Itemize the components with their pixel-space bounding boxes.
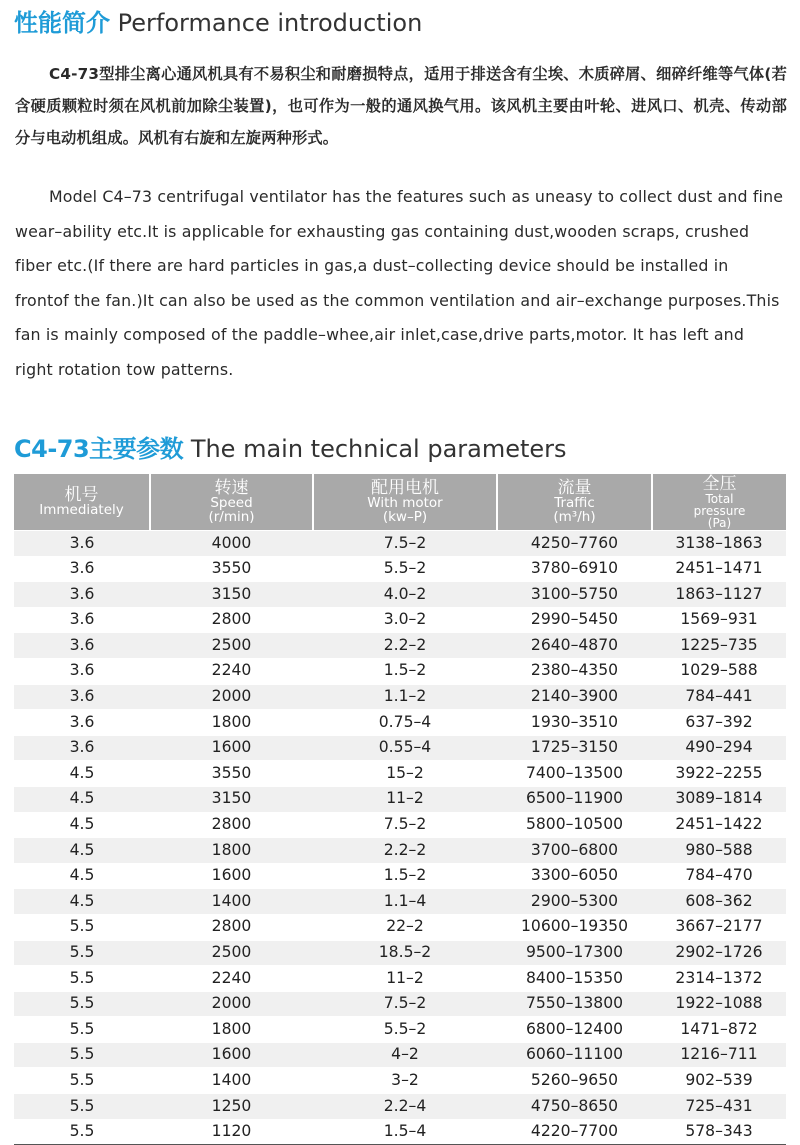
header-speed <box>150 474 313 531</box>
table-header-row <box>14 474 786 531</box>
cell-machine-no: 3.6 <box>14 582 150 608</box>
cell-traffic: 4750–8650 <box>497 1094 652 1120</box>
cell-motor: 5.5–2 <box>313 556 497 582</box>
cell-pressure: 3138–1863 <box>652 531 786 557</box>
cell-speed: 2800 <box>150 812 313 838</box>
cell-speed: 4000 <box>150 531 313 557</box>
cell-machine-no: 5.5 <box>14 1119 150 1145</box>
cell-motor: 7.5–2 <box>313 991 497 1017</box>
cell-traffic: 2380–4350 <box>497 658 652 684</box>
cell-pressure: 1863–1127 <box>652 582 786 608</box>
cell-traffic: 1930–3510 <box>497 710 652 736</box>
table-row <box>14 838 786 864</box>
header-traffic-cn: 流量 <box>557 478 592 498</box>
table-row <box>14 786 786 812</box>
cell-motor: 1.5–2 <box>313 658 497 684</box>
cell-machine-no: 4.5 <box>14 761 150 787</box>
cell-pressure: 3922–2255 <box>652 761 786 787</box>
cell-pressure: 578–343 <box>652 1119 786 1145</box>
cell-motor: 7.5–2 <box>313 812 497 838</box>
table-row <box>14 556 786 582</box>
table-row <box>14 735 786 761</box>
header-motor-en: With motor <box>367 495 443 511</box>
cell-traffic: 2140–3900 <box>497 684 652 710</box>
intro-title-cn: 性能简介 <box>14 9 110 37</box>
cell-speed: 2240 <box>150 966 313 992</box>
intro-title-en: Performance introduction <box>117 9 423 37</box>
cell-machine-no: 3.6 <box>14 710 150 736</box>
cell-pressure: 2451–1422 <box>652 812 786 838</box>
cell-motor: 1.1–4 <box>313 889 497 915</box>
cell-traffic: 2990–5450 <box>497 607 652 633</box>
cell-motor: 3–2 <box>313 1068 497 1094</box>
table-body <box>14 531 786 1145</box>
header-speed-en: Speed <box>210 495 253 511</box>
intro-paragraph-en: Model C4–73 centrifugal ventilator has the features such as uneasy to collect dust and fine wear–ability etc.It is applicable for exhausting gas containing dust,wooden scraps, crushed fiber etc.(If there are hard particles in gas,a dust–collecting device should be installed in frontof the fan.)It can also be used as the common ventilation and air–exchange purposes.This fan is mainly composed of the paddle–whee,air inlet,case,drive parts,motor. It has left and right rotation tow patterns. <box>15 187 784 379</box>
cell-speed: 1120 <box>150 1119 313 1145</box>
cell-pressure: 1569–931 <box>652 607 786 633</box>
table-row <box>14 633 786 659</box>
cell-traffic: 5800–10500 <box>497 812 652 838</box>
cell-traffic: 3100–5750 <box>497 582 652 608</box>
cell-machine-no: 3.6 <box>14 735 150 761</box>
cell-motor: 0.75–4 <box>313 710 497 736</box>
cell-speed: 2800 <box>150 914 313 940</box>
header-machine-no <box>14 474 150 531</box>
cell-traffic: 6060–11100 <box>497 1042 652 1068</box>
cell-motor: 22–2 <box>313 914 497 940</box>
cell-speed: 1800 <box>150 838 313 864</box>
table-row <box>14 761 786 787</box>
cell-traffic: 6500–11900 <box>497 786 652 812</box>
cell-motor: 3.0–2 <box>313 607 497 633</box>
cell-pressure: 1471–872 <box>652 1017 786 1043</box>
cell-pressure: 2902–1726 <box>652 940 786 966</box>
cell-motor: 5.5–2 <box>313 1017 497 1043</box>
cell-speed: 1600 <box>150 735 313 761</box>
table-row <box>14 607 786 633</box>
cell-speed: 3150 <box>150 582 313 608</box>
header-motor <box>313 474 497 531</box>
cell-motor: 15–2 <box>313 761 497 787</box>
cell-traffic: 3700–6800 <box>497 838 652 864</box>
cell-speed: 1800 <box>150 1017 313 1043</box>
cell-speed: 2000 <box>150 684 313 710</box>
cell-motor: 0.55–4 <box>313 735 497 761</box>
cell-speed: 3550 <box>150 761 313 787</box>
table-row <box>14 812 786 838</box>
header-pressure <box>652 474 786 531</box>
header-pressure-unit: (Pa) <box>707 515 732 530</box>
table-row <box>14 1042 786 1068</box>
table-row <box>14 914 786 940</box>
cell-speed: 1400 <box>150 889 313 915</box>
header-motor-cn: 配用电机 <box>371 478 439 498</box>
cell-machine-no: 4.5 <box>14 786 150 812</box>
cell-machine-no: 4.5 <box>14 812 150 838</box>
table-row <box>14 966 786 992</box>
cell-pressure: 490–294 <box>652 735 786 761</box>
cell-speed: 2240 <box>150 658 313 684</box>
intro-paragraph-cn: C4-73型排尘离心通风机具有不易积尘和耐磨损特点，适用于排送含有尘埃、木质碎屑、细碎纤维等气体(若含硬质颗粒时须在风机前加除尘装置)，也可作为一般的通风换气用。该风机主要由叶轮、进风口、机壳、传动部分与电动机组成。风机有右旋和左旋两种形式。 <box>15 65 787 147</box>
cell-traffic: 6800–12400 <box>497 1017 652 1043</box>
params-title <box>14 437 567 461</box>
table-row <box>14 710 786 736</box>
cell-motor: 11–2 <box>313 786 497 812</box>
cell-pressure: 3089–1814 <box>652 786 786 812</box>
header-motor-unit: (kw–P) <box>382 508 428 525</box>
header-machine-no-cn: 机号 <box>64 484 99 505</box>
cell-pressure: 2451–1471 <box>652 556 786 582</box>
cell-speed: 2000 <box>150 991 313 1017</box>
header-pressure-en2: pressure <box>693 503 746 518</box>
table-row <box>14 1094 786 1120</box>
header-speed-cn: 转速 <box>214 478 249 498</box>
cell-traffic: 7550–13800 <box>497 991 652 1017</box>
cell-machine-no: 3.6 <box>14 531 150 557</box>
cell-speed: 1800 <box>150 710 313 736</box>
cell-machine-no: 3.6 <box>14 658 150 684</box>
header-machine-no-en: Immediately <box>39 501 124 518</box>
cell-motor: 2.2–2 <box>313 633 497 659</box>
cell-pressure: 2314–1372 <box>652 966 786 992</box>
cell-pressure: 1029–588 <box>652 658 786 684</box>
cell-machine-no: 5.5 <box>14 1017 150 1043</box>
cell-motor: 2.2–2 <box>313 838 497 864</box>
cell-machine-no: 3.6 <box>14 556 150 582</box>
cell-motor: 4.0–2 <box>313 582 497 608</box>
cell-motor: 11–2 <box>313 966 497 992</box>
cell-machine-no: 5.5 <box>14 914 150 940</box>
cell-pressure: 3667–2177 <box>652 914 786 940</box>
cell-machine-no: 5.5 <box>14 991 150 1017</box>
cell-speed: 1600 <box>150 1042 313 1068</box>
cell-traffic: 3780–6910 <box>497 556 652 582</box>
cell-machine-no: 3.6 <box>14 607 150 633</box>
cell-speed: 2500 <box>150 940 313 966</box>
cell-pressure: 784–470 <box>652 863 786 889</box>
table-row <box>14 1017 786 1043</box>
cell-pressure: 608–362 <box>652 889 786 915</box>
cell-pressure: 980–588 <box>652 838 786 864</box>
cell-traffic: 1725–3150 <box>497 735 652 761</box>
table-row <box>14 658 786 684</box>
cell-traffic: 7400–13500 <box>497 761 652 787</box>
cell-traffic: 2640–4870 <box>497 633 652 659</box>
cell-pressure: 1922–1088 <box>652 991 786 1017</box>
cell-machine-no: 5.5 <box>14 966 150 992</box>
table-row <box>14 889 786 915</box>
table-row <box>14 684 786 710</box>
header-pressure-cn: 全压 <box>702 473 737 494</box>
header-pressure-en: Total <box>705 491 734 506</box>
cell-pressure: 902–539 <box>652 1068 786 1094</box>
cell-machine-no: 5.5 <box>14 1042 150 1068</box>
cell-speed: 3150 <box>150 786 313 812</box>
table-row <box>14 991 786 1017</box>
cell-machine-no: 4.5 <box>14 838 150 864</box>
table-row <box>14 940 786 966</box>
params-title-cn: C4-73主要参数 <box>14 435 184 463</box>
cell-traffic: 5260–9650 <box>497 1068 652 1094</box>
cell-machine-no: 5.5 <box>14 1094 150 1120</box>
cell-traffic: 4250–7760 <box>497 531 652 557</box>
cell-speed: 1400 <box>150 1068 313 1094</box>
cell-traffic: 8400–15350 <box>497 966 652 992</box>
cell-pressure: 1216–711 <box>652 1042 786 1068</box>
cell-motor: 1.5–4 <box>313 1119 497 1145</box>
header-speed-unit: (r/min) <box>208 508 255 525</box>
table-row <box>14 531 786 557</box>
parameters-table <box>14 474 786 1145</box>
cell-traffic: 3300–6050 <box>497 863 652 889</box>
cell-machine-no: 3.6 <box>14 684 150 710</box>
cell-speed: 1250 <box>150 1094 313 1120</box>
cell-traffic: 9500–17300 <box>497 940 652 966</box>
cell-machine-no: 3.6 <box>14 633 150 659</box>
cell-motor: 18.5–2 <box>313 940 497 966</box>
cell-pressure: 784–441 <box>652 684 786 710</box>
cell-pressure: 637–392 <box>652 710 786 736</box>
cell-traffic: 4220–7700 <box>497 1119 652 1145</box>
params-title-en: The main technical parameters <box>190 435 567 463</box>
cell-motor: 1.5–2 <box>313 863 497 889</box>
header-traffic-en: Traffic <box>554 495 595 511</box>
cell-speed: 1600 <box>150 863 313 889</box>
header-traffic-unit: (m³/h) <box>553 508 596 525</box>
cell-motor: 4–2 <box>313 1042 497 1068</box>
cell-speed: 2800 <box>150 607 313 633</box>
cell-motor: 7.5–2 <box>313 531 497 557</box>
cell-traffic: 2900–5300 <box>497 889 652 915</box>
cell-pressure: 1225–735 <box>652 633 786 659</box>
cell-speed: 3550 <box>150 556 313 582</box>
header-traffic <box>497 474 652 531</box>
table-row <box>14 582 786 608</box>
cell-traffic: 10600–19350 <box>497 914 652 940</box>
cell-motor: 2.2–4 <box>313 1094 497 1120</box>
cell-speed: 2500 <box>150 633 313 659</box>
cell-machine-no: 4.5 <box>14 863 150 889</box>
cell-pressure: 725–431 <box>652 1094 786 1120</box>
table-row <box>14 863 786 889</box>
cell-machine-no: 5.5 <box>14 1068 150 1094</box>
cell-motor: 1.1–2 <box>313 684 497 710</box>
table-row <box>14 1068 786 1094</box>
cell-machine-no: 4.5 <box>14 889 150 915</box>
cell-machine-no: 5.5 <box>14 940 150 966</box>
intro-title <box>14 11 422 35</box>
